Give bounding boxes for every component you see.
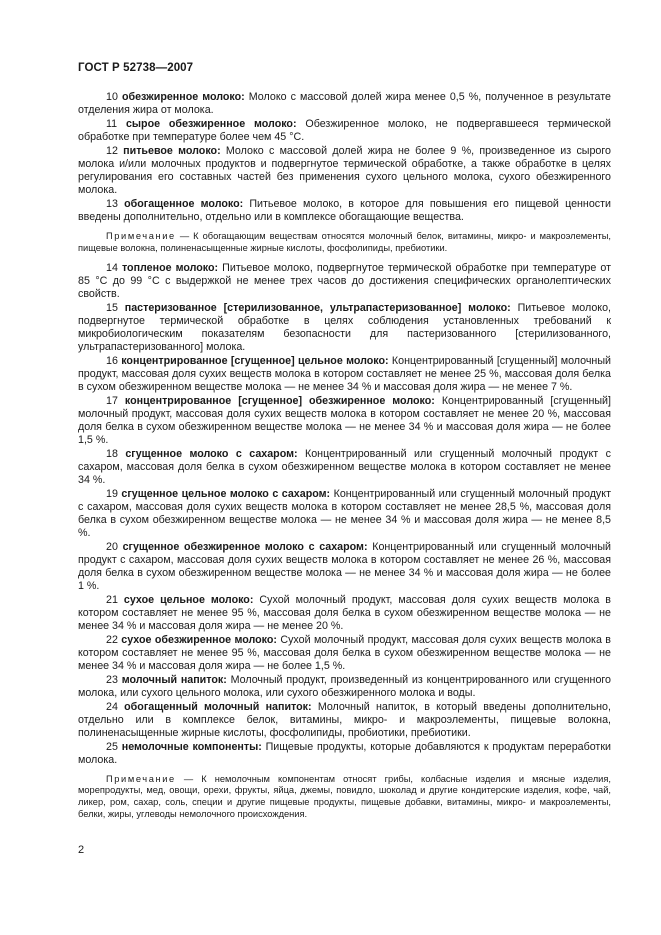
term-number: 24 xyxy=(106,700,118,713)
term-text: Молочный напиток, в который введены дополнительно, отдельно или в комплексе белок, витамины, микро- и макроэлементы, пищевые волокна, полиненасыщенные жирные кислоты, фосфолипиды, пробиотики, пребиотики. xyxy=(78,700,611,739)
term-number: 13 xyxy=(106,198,118,210)
term-number: 10 xyxy=(106,91,118,103)
page-number: 2 xyxy=(78,844,85,856)
term-text: Концентрированный [сгущенный] молочный продукт, массовая доля сухих веществ молока в котором составляет не менее 20 %, массовая доля белка в сухом обезжиренном веществе молока — не менее 34 % и массовая доля жира — не более 1,5 %. xyxy=(78,394,611,446)
term-name: пастеризованное [стерилизованное, ультрапастеризованное] молоко: xyxy=(124,301,511,314)
term-text: Концентрированный [сгущенный] молочный продукт, массовая доля сухих веществ молока в котором составляет не менее 25 %, массовая доля белка в сухом обезжиренном веществе молока — не менее 34 % и массовая доля жира — не менее 7 %. xyxy=(78,354,611,393)
note-text: — К немолочным компонентам относят грибы, колбасные изделия и мясные изделия, морепродукты, мед, овощи, орехи, фрукты, яйца, джемы, повидло, шоколад и другие кондитерские изделия, кофе, чай, ликер, ром, сахар, соль, специи и другие пищевые продукты, пищевые добавки, витамины, микро- и макроэлементы, белки, жиры, углеводы немолочного происхождения. xyxy=(78,773,611,819)
note-1 xyxy=(78,231,611,255)
term-name: молочный напиток: xyxy=(121,673,227,686)
note-label: Примечание xyxy=(106,773,176,784)
term-definition xyxy=(78,741,611,767)
term-name: сухое цельное молоко: xyxy=(123,593,254,606)
term-name: сырое обезжиренное молоко: xyxy=(125,118,297,130)
term-definition xyxy=(78,488,611,540)
term-text: Сухой молочный продукт, массовая доля сухих веществ молока в котором составляет не менее 95 %, массовая доля белка в сухом обезжиренном веществе молока — не менее 34 % и массовая доля жира — не менее 20 %. xyxy=(78,593,611,632)
term-definition xyxy=(78,262,611,301)
term-number: 25 xyxy=(106,740,118,753)
term-text: Питьевое молоко, в которое для повышения его пищевой ценности введены дополнительно, отдельно или в комплексе обогащающие вещества. xyxy=(78,198,611,223)
term-text: Пищевые продукты, которые добавляются к продуктам переработки молока. xyxy=(78,740,611,766)
term-name: концентрированное [сгущенное] цельное молоко: xyxy=(121,354,389,367)
term-definition xyxy=(78,118,611,144)
term-number: 11 xyxy=(106,118,118,130)
term-name: питьевое молоко: xyxy=(123,145,221,157)
term-number: 19 xyxy=(106,487,118,500)
term-name: немолочные компоненты: xyxy=(121,740,262,753)
term-name: обогащенный молочный напиток: xyxy=(124,700,312,713)
term-text: Питьевое молоко, подвергнутое термической обработке при температуре от 85 °С до 99 °С с выдержкой не менее трех часов до достижения специфических органолептических свойств. xyxy=(78,261,611,300)
term-name: обогащенное молоко: xyxy=(124,198,244,210)
term-definition xyxy=(78,674,611,700)
term-name: сгущенное обезжиренное молоко с сахаром: xyxy=(122,540,368,553)
term-definition xyxy=(78,302,611,354)
term-text: Обезжиренное молоко, не подвергавшееся термической обработке при температуре более чем 45 °С. xyxy=(78,118,611,143)
term-definition xyxy=(78,448,611,487)
term-definition xyxy=(78,594,611,633)
term-text: Молоко с массовой долей жира менее 0,5 %, полученное в результате отделения жира от молока. xyxy=(78,91,611,116)
note-text: — К обогащающим веществам относятся молочный белок, витамины, микро- и макроэлементы, пищевые волокна, полиненасыщенные жирные кислоты, фосфолипиды, пребиотики. xyxy=(78,231,611,253)
document-body xyxy=(78,91,611,828)
term-text: Сухой молочный продукт, массовая доля сухих веществ молока в котором составляет не менее 95 %, массовая доля белка в сухом обезжиренном веществе молока — не менее 34 % и массовая доля жира — не более 1,5 %. xyxy=(78,633,611,672)
term-definition xyxy=(78,198,611,224)
term-definition xyxy=(78,541,611,593)
note-label: Примечание xyxy=(106,231,176,241)
term-number: 22 xyxy=(106,633,118,646)
term-number: 16 xyxy=(106,354,118,367)
term-name: концентрированное [сгущенное] обезжиренное молоко: xyxy=(124,394,435,407)
term-name: сухое обезжиренное молоко: xyxy=(121,633,277,646)
term-definition xyxy=(78,395,611,447)
term-definition xyxy=(78,634,611,673)
term-number: 18 xyxy=(106,447,118,460)
terms-group-b xyxy=(78,262,611,767)
term-number: 15 xyxy=(106,301,118,314)
term-number: 17 xyxy=(106,394,118,407)
term-definition xyxy=(78,91,611,117)
term-definition xyxy=(78,701,611,740)
term-definition xyxy=(78,355,611,394)
term-text: Концентрированный или сгущенный молочный продукт с сахаром, массовая доля белка в сухом обезжиренном веществе молока в котором составляет не менее 34 %. xyxy=(78,447,611,486)
term-name: обезжиренное молоко: xyxy=(121,91,245,103)
term-name: сгущенное молоко с сахаром: xyxy=(125,447,298,460)
term-text: Концентрированный или сгущенный молочный продукт с сахаром, массовая доля сухих веществ молока в котором составляет не менее 28,5 %, массовая доля белка в сухом обезжиренном веществе молока — не менее 34 % и массовая доля жира — не менее 8,5 %. xyxy=(78,487,611,539)
term-text: Концентрированный или сгущенный молочный продукт с сахаром, массовая доля сухих веществ молока в котором составляет не менее 26 %, массовая доля белка в сухом обезжиренном веществе молока — не менее 34 % и массовая доля жира — не более 1 %. xyxy=(78,540,611,592)
term-number: 23 xyxy=(106,673,118,686)
term-number: 20 xyxy=(106,540,118,553)
term-name: сгущенное цельное молоко с сахаром: xyxy=(121,487,331,500)
term-text: Молочный продукт, произведенный из концентрированного или сгущенного молока, или сухого цельного молока, или сухого обезжиренного молока и воды. xyxy=(78,673,611,699)
term-definition xyxy=(78,145,611,197)
term-number: 12 xyxy=(106,145,118,157)
term-text: Молоко с массовой долей жира не более 9 %, произведенное из сырого молока и/или молочных продуктов и подвергнутое термической обработке, а также обработке в целях регулирования его составных частей без применения сухого цельного молока, сухого обезжиренного молока. xyxy=(78,145,611,196)
standard-title: ГОСТ Р 52738—2007 xyxy=(78,62,194,74)
term-number: 14 xyxy=(106,261,118,274)
term-text: Питьевое молоко, подвергнутое термической обработке в целях соблюдения установленных требований к микробиологическим показателям безопасности для пастеризованного [стерилизованного, ультрапастеризованного] молока. xyxy=(78,301,611,353)
note-2 xyxy=(78,774,611,821)
term-name: топленое молоко: xyxy=(121,261,219,274)
term-number: 21 xyxy=(106,593,118,606)
terms-group-a xyxy=(78,91,611,224)
